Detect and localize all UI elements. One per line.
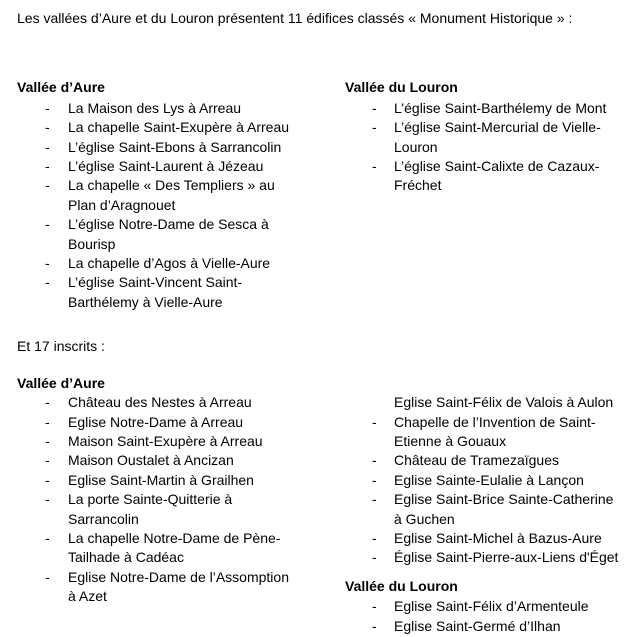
list-item-text (394, 471, 584, 490)
heading-vallee-aure-inscribed: Vallée d’Aure (17, 374, 105, 391)
list-item-line: à Azet (68, 588, 107, 605)
list-item-line: à Guchen (394, 510, 455, 527)
list-item (345, 490, 633, 529)
list-item-line: Etienne à Gouaux (394, 432, 507, 449)
list-item (345, 99, 633, 118)
list-item (345, 471, 633, 490)
list-item-line: Eglise Sainte-Eulalie à Lançon (394, 471, 584, 488)
list-item-text (68, 176, 275, 215)
heading-vallee-louron-inscribed: Vallée du Louron (345, 577, 458, 594)
list-item-line: Eglise Saint-Félix d’Armenteule (394, 598, 589, 615)
list-item-text (68, 118, 289, 137)
bullet-dash: - (45, 491, 50, 508)
list-item-line: Eglise Saint-Michel à Bazus-Aure (394, 529, 602, 546)
list-item-line: Eglise Saint-Germé d’Ilhan (394, 617, 561, 634)
bullet-dash: - (45, 158, 50, 175)
bullet-dash: - (45, 119, 50, 136)
list-item-line: L’église Saint-Mercurial de Vielle- (394, 119, 601, 136)
list-item-text (68, 157, 263, 176)
list-item-line: L’église Saint-Calixte de Cazaux- (394, 158, 600, 175)
bullet-dash: - (372, 617, 377, 634)
bullet-dash: - (372, 549, 377, 566)
bullet-dash: - (45, 255, 50, 272)
inscrits-paragraph: Et 17 inscrits : (17, 338, 105, 355)
bullet-dash: - (45, 216, 50, 233)
list-item (17, 529, 345, 568)
list-item-text (68, 568, 289, 607)
list-item (17, 215, 345, 254)
list-item-line: Louron (394, 138, 438, 155)
list-item-text (394, 490, 613, 529)
list-item-text (68, 273, 242, 312)
list-item (345, 597, 633, 616)
list-item-text (68, 432, 263, 451)
list-item-line: La chapelle Notre-Dame de Pène- (68, 529, 281, 546)
list-item (17, 176, 345, 215)
bullet-dash: - (45, 529, 50, 546)
list-item (345, 157, 633, 196)
list-item-line: Barthélemy à Vielle-Aure (68, 293, 223, 310)
list-item (345, 118, 633, 157)
list-item-text (68, 254, 270, 273)
bullet-dash: - (45, 99, 50, 116)
list-item-line: La chapelle « Des Templiers » au (68, 177, 275, 194)
bullet-dash: - (372, 529, 377, 546)
intro-paragraph: Les vallées d’Aure et du Louron présentent 11 édifices classés « Monument Historique » : (17, 10, 573, 26)
list-item-text (394, 413, 596, 452)
list-item (17, 273, 345, 312)
bullet-dash: - (372, 119, 377, 136)
list-item (17, 157, 345, 176)
heading-vallee-aure: Vallée d’Aure (17, 79, 105, 96)
list-item-text (68, 138, 281, 157)
list-item-line: Château des Nestes à Arreau (68, 394, 252, 411)
bullet-dash: - (45, 177, 50, 194)
bullet-dash: - (45, 471, 50, 488)
heading-vallee-louron: Vallée du Louron (345, 79, 458, 96)
list-item-line: L’église Saint-Ebons à Sarrancolin (68, 138, 282, 155)
classified-column-louron (345, 78, 633, 312)
list-item-text (68, 99, 241, 118)
list-item-text (68, 393, 252, 412)
bullet-dash: - (45, 413, 50, 430)
list-item-line: L’église Saint-Vincent Saint- (68, 274, 243, 291)
list-item (17, 490, 345, 529)
inscribed-aure-list (17, 393, 345, 606)
classified-louron-list (345, 99, 633, 196)
list-item (345, 617, 633, 636)
bullet-dash: - (372, 99, 377, 116)
list-item (345, 413, 633, 452)
list-item-text (394, 99, 606, 118)
list-item-text (394, 451, 559, 470)
bullet-dash: - (372, 598, 377, 615)
list-item-text (68, 215, 269, 254)
list-item (17, 99, 345, 118)
list-item-line: Tailhade à Cadéac (68, 549, 184, 566)
list-item-line: Fréchet (394, 177, 442, 194)
section-inscribed-monuments (17, 374, 633, 636)
list-item-line: Bourisp (68, 235, 116, 252)
bullet-dash: - (45, 432, 50, 449)
list-item (17, 432, 345, 451)
bullet-dash: - (372, 158, 377, 175)
list-item-line: Eglise Saint-Brice Sainte-Catherine (394, 491, 614, 508)
list-item-line: Maison Oustalet à Ancizan (68, 452, 234, 469)
bullet-dash: - (45, 568, 50, 585)
bullet-dash: - (45, 394, 50, 411)
list-item-line: La Maison des Lys à Arreau (68, 99, 242, 116)
inscribed-louron-list (345, 597, 633, 636)
bullet-dash: - (45, 138, 50, 155)
list-item (345, 548, 633, 567)
list-item-line: Maison Saint-Exupère à Arreau (68, 432, 263, 449)
list-item (17, 568, 345, 607)
list-item (345, 393, 633, 412)
inscribed-column-right (345, 393, 633, 636)
list-item (17, 254, 345, 273)
list-item (17, 413, 345, 432)
list-item-line: Eglise Notre-Dame à Arreau (68, 413, 244, 430)
list-item-text (394, 157, 599, 196)
inscribed-column-aure (17, 393, 345, 636)
list-item-line: Château de Tramezaïgues (394, 452, 559, 469)
list-item-text (394, 393, 613, 412)
list-item (345, 529, 633, 548)
list-item-text (394, 548, 618, 567)
list-item-text (68, 413, 243, 432)
list-item-line: Eglise Saint-Félix de Valois à Aulon (394, 394, 614, 411)
list-item-text (68, 529, 280, 568)
list-item (17, 138, 345, 157)
bullet-dash: - (372, 452, 377, 469)
list-item-line: Eglise Saint-Martin à Grailhen (68, 471, 254, 488)
bullet-dash: - (372, 413, 377, 430)
list-item-line: La porte Sainte-Quitterie à (68, 491, 233, 508)
list-item (17, 393, 345, 412)
bullet-dash: - (372, 471, 377, 488)
list-item-line: Sarrancolin (68, 510, 139, 527)
list-item (345, 451, 633, 470)
list-item-line: L’église Saint-Laurent à Jézeau (68, 158, 264, 175)
list-item (17, 451, 345, 470)
classified-aure-list (17, 99, 345, 312)
list-item-text (68, 451, 234, 470)
list-item (17, 471, 345, 490)
list-item-text (394, 597, 589, 616)
list-item-line: Chapelle de l’Invention de Saint- (394, 413, 596, 430)
list-item-line: La chapelle d’Agos à Vielle-Aure (68, 255, 271, 272)
list-item-text (394, 617, 561, 636)
list-item-text (394, 118, 601, 157)
list-item-text (68, 490, 232, 529)
classified-column-aure (17, 78, 345, 312)
list-item-text (394, 529, 602, 548)
list-item-line: L’église Notre-Dame de Sesca à (68, 216, 269, 233)
section-classified-monuments (17, 78, 633, 312)
list-item-line: La chapelle Saint-Exupère à Arreau (68, 119, 290, 136)
list-item-line: L’église Saint-Barthélemy de Mont (394, 99, 607, 116)
list-item-line: Église Saint-Pierre-aux-Liens d'Éget (394, 549, 619, 566)
inscribed-right-list-top (345, 393, 633, 568)
list-item-text (68, 471, 254, 490)
bullet-dash: - (45, 274, 50, 291)
list-item-line: Plan d’Aragnouet (68, 196, 176, 213)
list-item-line: Eglise Notre-Dame de l’Assomption (68, 568, 289, 585)
bullet-dash: - (372, 491, 377, 508)
bullet-dash: - (45, 452, 50, 469)
list-item (17, 118, 345, 137)
